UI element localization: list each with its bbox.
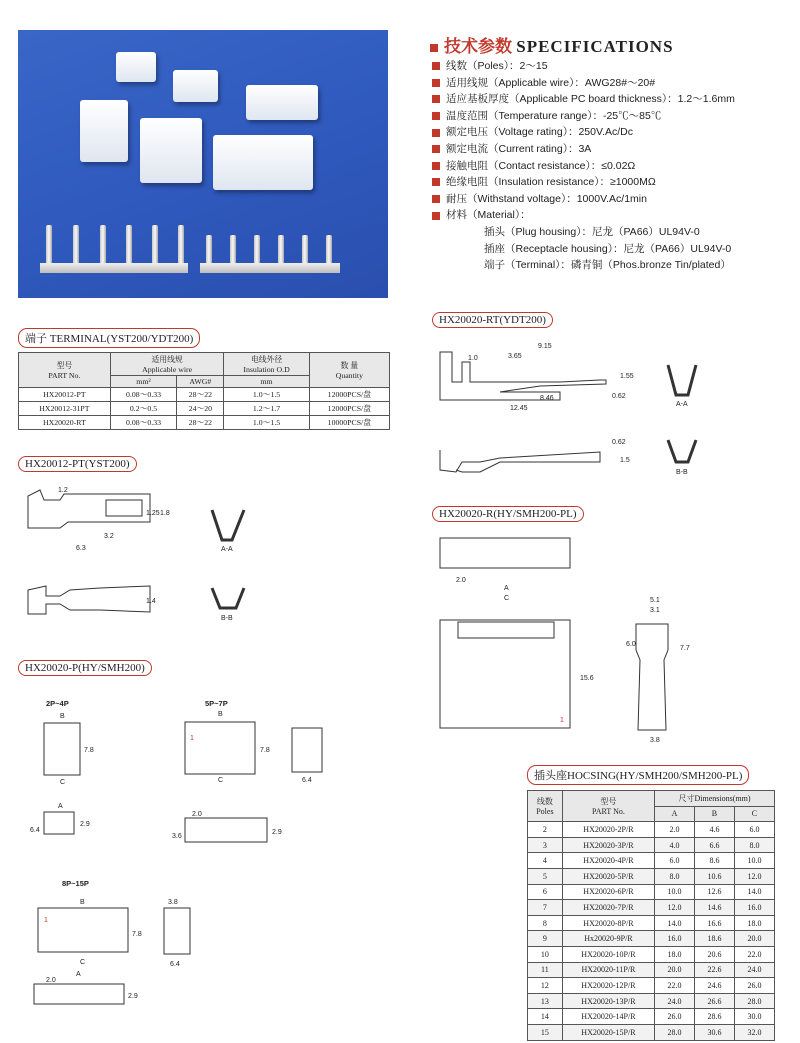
dim-label: B [218,711,223,718]
dim-label: 5.1 [650,597,660,604]
table-cell: 12.0 [655,900,695,916]
table-cell: 24.0 [734,962,774,978]
dim-label: 1.4 [146,598,156,605]
spec-title-en: SPECIFICATIONS [516,37,674,56]
dim-label: A [504,585,509,592]
table-cell: 24～20 [177,402,224,416]
table-cell: 22.0 [734,946,774,962]
spec-title-cn: 技术参数 [444,37,512,56]
table-cell: 16.0 [734,900,774,916]
table-cell: 6.6 [695,837,735,853]
dim-label: 6.0 [626,641,636,648]
table-cell: 1.0～1.5 [224,416,309,430]
th-text: PART No. [48,371,81,380]
table-cell: 11 [528,962,563,978]
dim-label: 1.0 [468,355,478,362]
dim-label: B-B [221,615,233,622]
th-b: B [695,806,735,822]
table-cell: 26.6 [695,993,735,1009]
section-p: HX20020-P(HY/SMH200) [18,660,152,676]
r-body [440,620,570,728]
dim-label: 8.46 [540,395,554,402]
section-pt: HX20012-PT(YST200) [18,456,137,472]
table-cell: 16.0 [655,931,695,947]
table-cell: 24.6 [695,978,735,994]
table-cell: 15 [528,1024,563,1040]
table-cell: 4.0 [655,837,695,853]
table-cell: HX20020-13P/R [562,993,654,1009]
table-cell: HX20020-7P/R [562,900,654,916]
table-cell: 12000PCS/盘 [309,388,389,402]
dim-label: 6.3 [76,545,86,552]
dim-label: 2.0 [46,977,56,984]
table-cell: 28.6 [695,1009,735,1025]
dim-label: B [80,899,85,906]
th-text: 型号 [56,361,73,370]
table-cell: 22.0 [655,978,695,994]
table-cell: 14.0 [734,884,774,900]
table-cell: 16.6 [695,915,735,931]
table-cell: HX20012-PT [19,388,111,402]
table-cell: 20.0 [655,962,695,978]
table-cell: 0.08～0.33 [110,416,177,430]
table-cell: 10.0 [655,884,695,900]
dim-label: B-B [676,469,688,476]
dim-label: C [218,777,224,784]
th-text: 电线外径 [250,355,283,364]
table-cell: 9 [528,931,563,947]
table-cell: 8 [528,915,563,931]
table-cell: HX20020-14P/R [562,1009,654,1025]
spec-text: 适用线规（Applicable wire）：AWG28#～20# [446,76,656,89]
dim-label: 6.4 [302,777,312,784]
section-housing: 插头座HOCSING(HY/SMH200/SMH200-PL) [527,765,749,785]
th-text: Quantity [335,371,363,380]
table-cell: HX20020-RT [19,416,111,430]
table-cell: 20.6 [695,946,735,962]
rt-bb-section [668,440,696,462]
dim-label: A [58,803,63,810]
table-cell: 8.0 [655,868,695,884]
table-cell: HX20012-31PT [19,402,111,416]
table-cell: 22.6 [695,962,735,978]
th-mm2: mm² [110,376,177,388]
table-cell: 12000PCS/盘 [309,402,389,416]
table-cell: 18.6 [695,931,735,947]
dim-label: 2.9 [272,829,282,836]
dim-label: 7.7 [680,645,690,652]
section-r: HX20020-R(HY/SMH200-PL) [432,506,584,522]
dim-label: 3.6 [172,833,182,840]
th-text: Applicable wire [142,365,193,374]
th-text: PART No. [591,807,625,817]
dim-label: 3.8 [168,899,178,906]
table-cell: 5 [528,868,563,884]
table-cell: HX20020-15P/R [562,1024,654,1040]
table-cell: HX20020-8P/R [562,915,654,931]
table-cell: 28.0 [734,993,774,1009]
table-cell: 4 [528,853,563,869]
material-item: 插座（Receptacle housing）：尼龙（PA66）UL94V-0 [484,242,732,255]
table-cell: HX20020-6P/R [562,884,654,900]
table-cell: HX20020-2P/R [562,822,654,838]
table-cell: 6.0 [655,853,695,869]
dim-label: 2.9 [80,821,90,828]
dim-label: 5P~7P [205,699,228,708]
pin-one-label: 1 [190,735,194,742]
dim-label: 6.4 [30,827,40,834]
table-cell: HX20020-10P/R [562,946,654,962]
dim-label: C [80,959,86,966]
table-cell: 6.0 [734,822,774,838]
table-cell: 26.0 [655,1009,695,1025]
th-text: 适用线规 [151,355,183,364]
table-cell: 18.0 [655,946,695,962]
spec-text: 温度范围（Temperature range）：-25℃～85℃ [446,109,662,122]
dim-label: 1.5 [620,457,630,464]
section-rt: HX20020-RT(YDT200) [432,312,553,328]
pt-window [106,500,142,516]
table-cell: HX20020-12P/R [562,978,654,994]
r-opening [458,622,554,638]
table-cell: 30.6 [695,1024,735,1040]
table-cell: 18.0 [734,915,774,931]
dim-label: 7.8 [132,931,142,938]
th-text: Insulation O.D [243,365,290,374]
table-cell: 32.0 [734,1024,774,1040]
dim-label: 1.25 [146,510,160,517]
dim-label: 3.1 [650,607,660,614]
dim-label: A-A [221,546,233,553]
th-ins-unit: mm [224,376,309,388]
pt-side-outline [28,490,150,528]
table-cell: 7 [528,900,563,916]
th-text: 线数 [536,797,553,807]
pin-one-label: 1 [560,717,564,724]
table-cell: 3 [528,837,563,853]
rt-top-outline [440,450,600,472]
dim-label: 0.62 [612,393,626,400]
table-cell: 10.6 [695,868,735,884]
dim-label: 12.45 [510,405,528,412]
table-cell: 10000PCS/盘 [309,416,389,430]
table-cell: HX20020-3P/R [562,837,654,853]
dim-label: 7.8 [260,747,270,754]
dim-label: 15.6 [580,675,594,682]
table-cell: 0.2～0.5 [110,402,177,416]
table-cell: 12 [528,978,563,994]
dim-label: B [60,713,65,720]
pt-bb-section [212,588,244,608]
table-cell: 1.0～1.5 [224,388,309,402]
spec-text: 绝缘电阻（Insulation resistance）：≥1000MΩ [446,176,656,189]
table-cell: HX20020-11P/R [562,962,654,978]
table-cell: 20.0 [734,931,774,947]
dim-label: 2P~4P [46,699,69,708]
p-8p15p-front [38,908,128,952]
spec-text: 耐压（Withstand voltage）：1000V.Ac/1min [446,192,647,205]
dim-label: C [60,779,66,786]
p-8p15p-side [164,908,190,954]
spec-text: 线数（Poles）：2～15 [446,60,548,72]
p-5p7p-side [292,728,322,772]
table-cell: 8.0 [734,837,774,853]
p-5p7p-top [185,818,267,842]
table-cell: 10 [528,946,563,962]
dim-label: 3.2 [104,533,114,540]
th-c: C [734,806,774,822]
table-cell: 14 [528,1009,563,1025]
spec-text: 额定电压（Voltage rating）：250V.Ac/Dc [446,126,633,139]
dim-label: 0.62 [612,439,626,446]
table-cell: 4.6 [695,822,735,838]
dim-label: 8P~15P [62,879,89,888]
table-cell: 30.0 [734,1009,774,1025]
table-cell: 13 [528,993,563,1009]
table-cell: 28～22 [177,388,224,402]
dim-label: 9.15 [538,343,552,350]
dim-label: 1.8 [160,510,170,517]
table-cell: 6 [528,884,563,900]
r-side-outline [636,624,668,730]
dim-label: A [76,971,81,978]
dim-label: 6.4 [170,961,180,968]
th-awg: AWG# [177,376,224,388]
table-cell: 24.0 [655,993,695,1009]
dim-label: 1.2 [58,487,68,494]
section-terminal: 端子 TERMINAL(YST200/YDT200) [18,328,200,348]
th-text: 型号 [600,797,617,807]
th-a: A [655,806,695,822]
dim-label: 3.65 [508,353,522,360]
table-cell: 12.6 [695,884,735,900]
spec-text: 适应基板厚度（Applicable PC board thickness）：1.2～1.6mm [446,93,735,106]
table-cell: HX20020-4P/R [562,853,654,869]
pin-one-label: 1 [44,917,48,924]
r-front [440,538,570,568]
table-cell: 2.0 [655,822,695,838]
spec-text: 材料（Material）： [446,209,531,222]
dim-label: 2.0 [192,811,202,818]
dim-label: 2.9 [128,993,138,1000]
dim-label: A-A [676,401,688,408]
p-2p4p-top [44,812,74,834]
p-5p7p-front [185,722,255,774]
dim-label: C [504,595,510,602]
dim-label: 3.8 [650,737,660,744]
table-cell: 28.0 [655,1024,695,1040]
th-dim: 尺寸Dimensions(mm) [655,791,775,807]
table-cell: 14.6 [695,900,735,916]
dim-label: 2.0 [456,577,466,584]
th-text: 数 量 [340,361,359,370]
p-8p15p-top [34,984,124,1004]
spec-text: 额定电流（Current rating）：3A [446,142,592,155]
table-cell: 26.0 [734,978,774,994]
dim-label: 1.55 [620,373,634,380]
spec-text: 接触电阻（Contact resistance）：≤0.02Ω [446,159,636,172]
table-cell: Hx20020-9P/R [562,931,654,947]
rt-aa-section [668,365,696,395]
table-cell: HX20020-5P/R [562,868,654,884]
th-text: Poles [536,807,554,817]
table-cell: 10.0 [734,853,774,869]
p-2p4p-front [44,723,80,775]
material-item: 插头（Plug housing）：尼龙（PA66）UL94V-0 [484,225,700,238]
table-cell: 12.0 [734,868,774,884]
pt-aa-section [212,510,244,540]
rt-side-outline [440,352,606,400]
material-item: 端子（Terminal）：磷青铜（Phos.bronze Tin/plated） [484,259,731,272]
dim-label: 7.8 [84,747,94,754]
table-cell: 14.0 [655,915,695,931]
pt-top-outline [28,586,150,614]
table-cell: 2 [528,822,563,838]
table-cell: 0.08～0.33 [110,388,177,402]
table-cell: 28～22 [177,416,224,430]
table-cell: 8.6 [695,853,735,869]
table-cell: 1.2～1.7 [224,402,309,416]
